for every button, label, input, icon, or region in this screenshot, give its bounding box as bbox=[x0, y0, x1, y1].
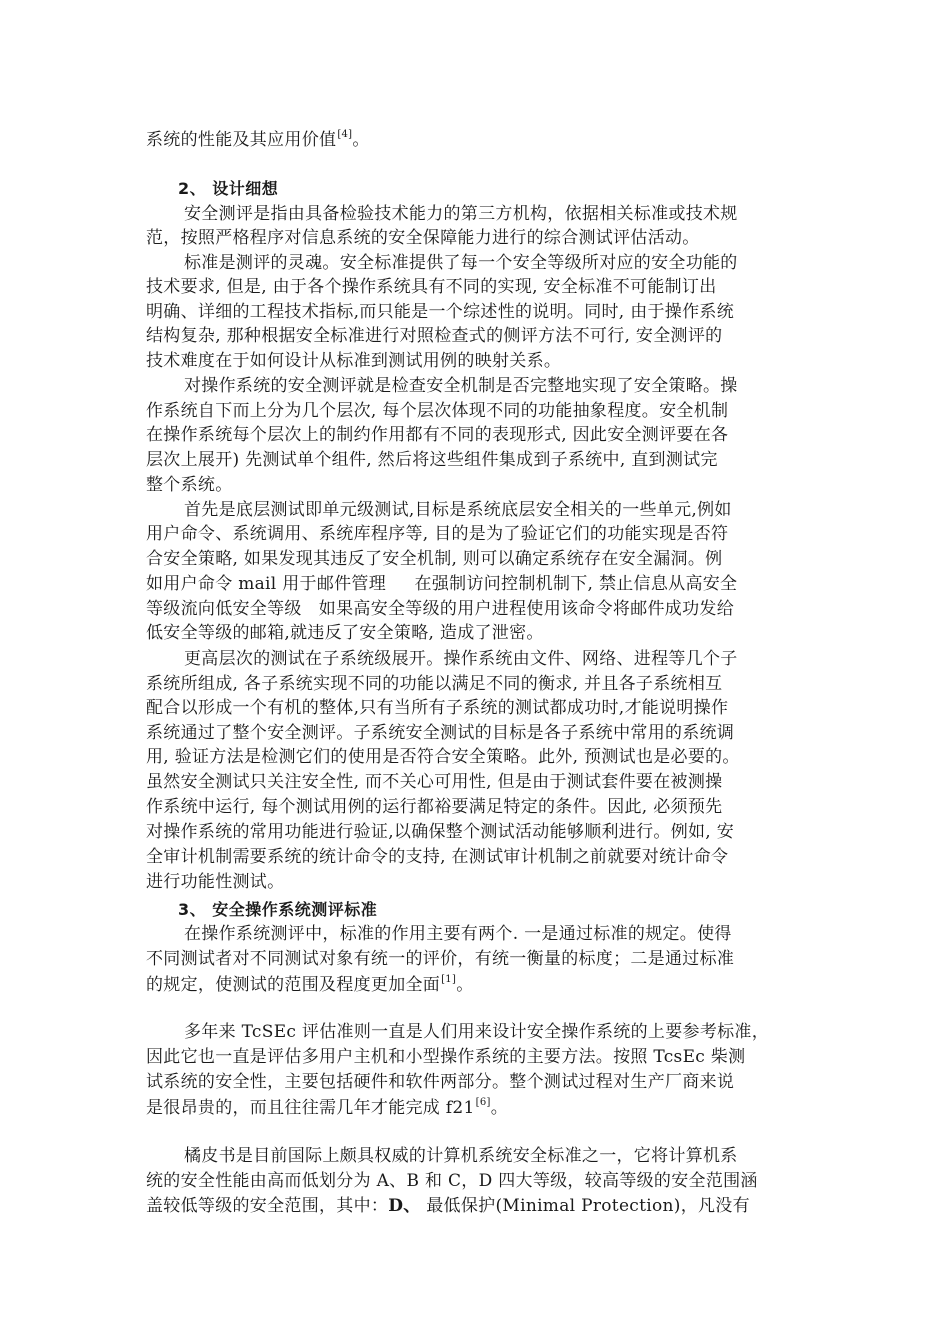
paragraph-line: 统的安全性能由高而低划分为 A、B 和 C，D 四大等级，较高等级的安全范围涵 bbox=[146, 1171, 758, 1191]
line-text: 系统的性能及其应用价值 bbox=[146, 130, 337, 150]
line-end: 。 bbox=[456, 975, 474, 995]
paragraph-line bbox=[146, 974, 826, 996]
paragraph-line: 如用户命令 mail 用于邮件管理 在强制访问控制机制下, 禁止信息从高安全 bbox=[146, 574, 738, 594]
line-end: 。 bbox=[352, 130, 370, 150]
paragraph-line: 技术难度在于如何设计从标准到测试用例的映射关系。 bbox=[146, 351, 562, 371]
paragraph-line: 对操作系统的常用功能进行验证,以确保整个测试活动能够顺利进行。例如, 安 bbox=[146, 822, 735, 842]
paragraph-line: 首先是底层测试即单元级测试,目标是系统底层安全相关的一些单元,例如 bbox=[184, 500, 732, 520]
paragraph-line: 等级流向低安全等级 如果高安全等级的用户进程使用该命令将邮件成功发给 bbox=[146, 599, 735, 619]
paragraph-line: 配合以形成一个有机的整体,只有当所有子系统的测试都成功时,才能说明操作 bbox=[146, 698, 729, 718]
section-heading-3: 3、 安全操作系统测评标准 bbox=[178, 900, 378, 919]
citation: [1] bbox=[441, 974, 457, 985]
paragraph-line: 不同测试者对不同测试对象有统一的评价，有统一衡量的标度；二是通过标准 bbox=[146, 949, 735, 969]
paragraph-line: 虽然安全测试只关注安全性, 而不关心可用性, 但是由于测试套件要在被测操 bbox=[146, 772, 723, 792]
paragraph-line: 全审计机制需要系统的统计命令的支持, 在测试审计机制之前就要对统计命令 bbox=[146, 847, 729, 867]
paragraph-line: 在操作系统每个层次上的制约作用都有不同的表现形式, 因此安全测评要在各 bbox=[146, 425, 729, 445]
citation: [6] bbox=[475, 1097, 491, 1108]
paragraph-line: 系统所组成, 各子系统实现不同的功能以满足不同的衡求, 并且各子系统相互 bbox=[146, 674, 723, 694]
paragraph-line: 合安全策略, 如果发现其违反了安全机制, 则可以确定系统存在安全漏洞。例 bbox=[146, 549, 723, 569]
line-text: 最低保护(Minimal Protection)，凡没有 bbox=[420, 1196, 750, 1216]
paragraph-line: 范，按照严格程序对信息系统的安全保障能力进行的综合测试评估活动。 bbox=[146, 228, 700, 248]
paragraph-line: 用, 验证方法是检测它们的使用是否符合安全策略。此外, 预测试也是必要的。 bbox=[146, 747, 740, 767]
line-text: 是很昂贵的，而且往往需几年才能完成 f21 bbox=[146, 1098, 475, 1118]
paragraph-line: 对操作系统的安全测评就是检查安全机制是否完整地实现了安全策略。操 bbox=[184, 376, 738, 396]
paragraph-line: 作系统中运行, 每个测试用例的运行都裕要满足特定的条件。因此, 必须预先 bbox=[146, 797, 723, 817]
paragraph-line: 整个系统。 bbox=[146, 475, 233, 495]
paragraph-line: 作系统自下而上分为几个层次, 每个层次体现不同的功能抽象程度。安全机制 bbox=[146, 401, 729, 421]
line-text: 盖较低等级的安全范围，其中： bbox=[146, 1196, 389, 1216]
paragraph-line: 更高层次的测试在子系统级展开。操作系统由文件、网络、进程等几个子 bbox=[184, 649, 738, 669]
paragraph-line: 用户命令、系统调用、系统库程序等, 目的是为了验证它们的功能实现是否符 bbox=[146, 524, 729, 544]
paragraph-line: 明确、详细的工程技术指标,而只能是一个综述性的说明。同时, 由于操作系统 bbox=[146, 302, 735, 322]
paragraph-line bbox=[146, 1097, 826, 1119]
paragraph-line: 安全测评是指由具备检验技术能力的第三方机构，依据相关标准或技术规 bbox=[184, 204, 738, 224]
citation: [4] bbox=[337, 129, 353, 140]
paragraph-line: 多年来 TcSEc 评估准则一直是人们用来设计安全操作系统的上要参考标准， bbox=[184, 1022, 770, 1042]
line-end: 。 bbox=[490, 1098, 509, 1118]
paragraph-line: 试系统的安全性，主要包括硬件和软件两部分。整个测试过程对生产厂商来说 bbox=[146, 1072, 735, 1092]
paragraph-line: 橘皮书是目前国际上颇具权威的计算机系统安全标准之一，它将计算机系 bbox=[184, 1146, 738, 1166]
paragraph-line: 在操作系统测评中，标准的作用主要有两个. 一是通过标准的规定。使得 bbox=[184, 924, 732, 944]
paragraph-line: 标准是测评的灵魂。安全标准提供了每一个安全等级所对应的安全功能的 bbox=[184, 253, 738, 273]
paragraph-line bbox=[146, 129, 826, 151]
paragraph-line: 系统通过了整个安全测评。子系统安全测试的目标是各子系统中常用的系统调 bbox=[146, 723, 735, 743]
paragraph-line: 结构复杂, 那种根据安全标准进行对照检查式的侧评方法不可行, 安全测评的 bbox=[146, 326, 723, 346]
paragraph-line: 因此它也一直是评估多用户主机和小型操作系统的主要方法。按照 TcsEc 柴测 bbox=[146, 1047, 746, 1067]
paragraph-line bbox=[146, 1195, 826, 1217]
paragraph-line: 技术要求, 但是, 由于各个操作系统具有不同的实现, 安全标准不可能制订出 bbox=[146, 277, 717, 297]
level-d-label: D、 bbox=[388, 1196, 421, 1216]
section-heading-2: 2、 设计细想 bbox=[178, 179, 279, 198]
paragraph-line: 低安全等级的邮箱,就违反了安全策略, 造成了泄密。 bbox=[146, 623, 544, 643]
paragraph-line: 进行功能性测试。 bbox=[146, 872, 285, 892]
line-text: 的规定，使测试的范围及程度更加全面 bbox=[146, 975, 441, 995]
paragraph-line: 层次上展开) 先测试单个组件, 然后将这些组件集成到子系统中, 直到测试完 bbox=[146, 450, 718, 470]
